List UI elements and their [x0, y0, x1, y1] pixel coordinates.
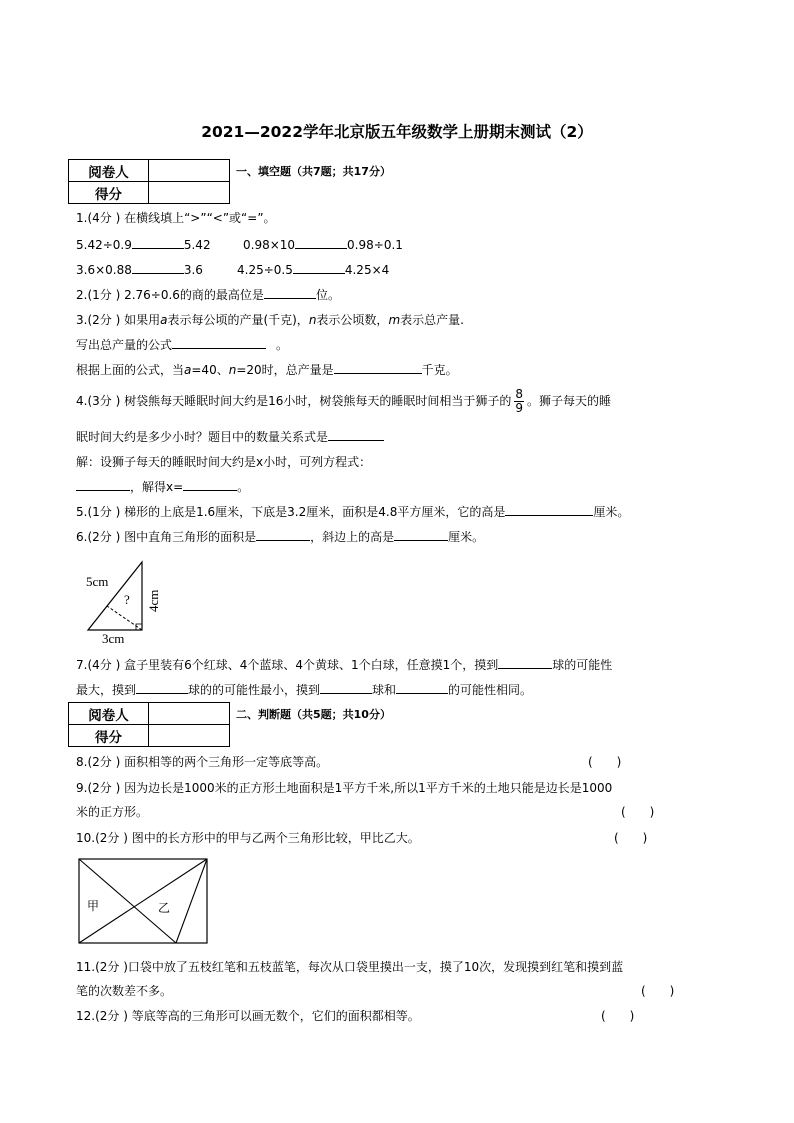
question-10: 10.(2分 ) 图中的长方形中的甲与乙两个三角形比较，甲比乙大。 — [76, 831, 420, 845]
q8-answer-parens[interactable]: ( ) — [588, 755, 622, 769]
q1d-left: 4.25÷0.5 — [237, 263, 293, 277]
score-table-2-score-label: 得分 — [69, 725, 149, 747]
label-yi: 乙 — [158, 901, 171, 915]
label-hypotenuse: 5cm — [86, 574, 109, 589]
question-6 — [76, 528, 484, 545]
q1d-right: 4.25×4 — [344, 263, 390, 277]
q3-total-blank[interactable] — [334, 361, 422, 374]
score-table-score-cell[interactable] — [149, 182, 230, 204]
q4-solve-label: ，解得x= — [130, 480, 184, 494]
question-1-row-1 — [76, 236, 211, 252]
q3-line3-b: =40、 — [191, 363, 229, 377]
question-4-line-3: 解：设狮子每天的睡眠时间大约是x小时，可列方程式： — [76, 455, 372, 469]
question-4-line-1 — [76, 388, 611, 415]
q4-line2-text: 眠时间大约是多少小时？题目中的数量关系式是 — [76, 430, 329, 444]
question-5 — [76, 503, 629, 520]
question-2 — [76, 286, 340, 303]
score-table-2-grader-label: 阅卷人 — [69, 703, 149, 725]
q5-post: 厘米。 — [593, 505, 630, 519]
q3-text-c: 表示公顷数， — [316, 313, 389, 327]
label-vertical-side: 4cm — [146, 589, 161, 612]
q1b-right: 0.98÷0.1 — [347, 238, 403, 252]
q1a-blank[interactable] — [132, 236, 184, 249]
q7-line2-d: 的可能性相同。 — [448, 683, 533, 697]
q3-var-m: m — [388, 313, 401, 327]
q7-line2-b: 球的的可能性最小，摸到 — [188, 683, 321, 697]
q3-line3-var-n: n — [228, 363, 237, 377]
score-table-1 — [68, 159, 230, 204]
q4-fraction-denominator: 9 — [515, 401, 523, 415]
q3-line3-post: 千克。 — [421, 363, 458, 377]
q6-text-a: 6.(2分 ) 图中直角三角形的面积是 — [76, 530, 257, 544]
q6-text-b: ，斜边上的高是 — [310, 530, 395, 544]
q4-text-a: 4.(3分 ) 树袋熊每天睡眠时间大约是16小时，树袋熊每天的睡眠时间相当于狮子的 — [76, 394, 512, 408]
q4-relation-blank[interactable] — [328, 428, 384, 441]
label-jia: 甲 — [87, 899, 100, 913]
q1c-right: 3.6 — [183, 263, 203, 277]
q7-text-b: 球的可能性 — [552, 658, 613, 672]
q12-answer-parens[interactable]: ( ) — [601, 1009, 635, 1023]
q2-blank[interactable] — [264, 286, 316, 299]
q4-line4-post: 。 — [237, 480, 250, 494]
score-table-score-label: 得分 — [69, 182, 149, 204]
q10-answer-parens[interactable]: ( ) — [614, 831, 648, 845]
score-table-2 — [68, 702, 230, 747]
q3-var-n: n — [308, 313, 317, 327]
q4-answer-blank[interactable] — [183, 478, 237, 491]
q7-line2-a: 最大，摸到 — [76, 683, 137, 697]
q4-fraction — [514, 388, 524, 415]
label-question-mark: ? — [124, 592, 130, 607]
q3-text-a: 3.(2分 ) 如果用 — [76, 313, 161, 327]
q4-fraction-numerator: 8 — [515, 387, 523, 401]
q11-answer-parens[interactable]: ( ) — [641, 984, 675, 998]
label-base: 3cm — [102, 631, 125, 646]
q1c-blank[interactable] — [132, 261, 184, 274]
question-3-line-3 — [76, 361, 458, 378]
question-11-line-2: 笔的次数差不多。 — [76, 984, 173, 998]
q3-var-a: a — [160, 313, 168, 327]
q1b-left: 0.98×10 — [243, 238, 296, 252]
q5-blank[interactable] — [505, 503, 593, 516]
q9-answer-parens[interactable]: ( ) — [621, 805, 655, 819]
q4-text-b: 。狮子每天的睡 — [527, 394, 612, 408]
right-triangle-figure — [82, 560, 172, 646]
q6-area-blank[interactable] — [256, 528, 310, 541]
q1a-left: 5.42÷0.9 — [76, 238, 132, 252]
question-1-row-2 — [76, 261, 203, 277]
q3-formula-blank[interactable] — [172, 336, 266, 349]
q1b-blank[interactable] — [295, 236, 347, 249]
question-4-line-2 — [76, 428, 384, 445]
q2-text: 2.(1分 ) 2.76÷0.6的商的最高位是 — [76, 288, 264, 302]
q7-least-likely-blank[interactable] — [136, 681, 188, 694]
q7-line2-c: 球和 — [372, 683, 397, 697]
q1a-right: 5.42 — [183, 238, 211, 252]
q4-equation-blank[interactable] — [76, 478, 130, 491]
height-dashed-line — [107, 606, 142, 630]
section-2-heading: 二、判断题（共5题；共10分） — [236, 708, 391, 721]
question-12: 12.(2分 ) 等底等高的三角形可以画无数个，它们的面积都相等。 — [76, 1009, 420, 1023]
question-3-line-2 — [76, 336, 288, 353]
question-9-line-1: 9.(2分 ) 因为边长是1000米的正方形土地面积是1平方千米,所以1平方千米的土地只能是边长是1000 — [76, 781, 613, 795]
triangle-outline — [88, 562, 142, 630]
q6-text-c: 厘米。 — [448, 530, 485, 544]
q1c-left: 3.6×0.88 — [76, 263, 132, 277]
q1d-blank[interactable] — [293, 261, 345, 274]
question-4-line-4 — [76, 478, 249, 495]
q7-same-blank-2[interactable] — [396, 681, 448, 694]
q3-line3-c: =20时，总产量是 — [236, 363, 334, 377]
page-title: 2021—2022学年北京版五年级数学上册期末测试（2） — [201, 123, 593, 141]
q5-text: 5.(1分 ) 梯形的上底是1.6厘米，下底是3.2厘米，面积是4.8平方厘米，它的高是 — [76, 505, 506, 519]
score-table-2-grader-cell[interactable] — [149, 703, 230, 725]
q3-formula-post: 。 — [276, 338, 289, 352]
q7-most-likely-blank[interactable] — [498, 656, 552, 669]
side-line — [176, 859, 207, 943]
q2-post: 位。 — [315, 288, 340, 302]
q3-text-d: 表示总产量. — [400, 313, 464, 327]
question-1-stem: 1.(4分 ) 在横线填上“>”“<”或“=”。 — [76, 211, 276, 225]
rectangle-triangles-figure — [78, 858, 210, 946]
q7-text-a: 7.(4分 ) 盒子里装有6个红球、4个蓝球、4个黄球、1个白球，任意摸1个，摸到 — [76, 658, 499, 672]
score-table-grader-label: 阅卷人 — [69, 160, 149, 182]
q7-same-blank-1[interactable] — [320, 681, 372, 694]
question-11-line-1: 11.(2分 )口袋中放了五枝红笔和五枝蓝笔，每次从口袋里摸出一支，摸了10次，发现摸到红笔和摸到蓝 — [76, 960, 624, 974]
question-7-line-1 — [76, 656, 612, 673]
section-1-heading: 一、填空题（共7题；共17分） — [236, 165, 391, 178]
score-table-grader-cell[interactable] — [149, 160, 230, 182]
q3-text-b: 表示每公顷的产量(千克)， — [167, 313, 309, 327]
question-3-line-1 — [76, 311, 464, 328]
q3-line3-var-a: a — [184, 363, 192, 377]
q3-line3-a: 根据上面的公式，当 — [76, 363, 185, 377]
q3-formula-label: 写出总产量的公式 — [76, 338, 173, 352]
question-9-line-2: 米的正方形。 — [76, 805, 149, 819]
score-table-2-score-cell[interactable] — [149, 725, 230, 747]
question-7-line-2 — [76, 681, 532, 698]
q6-height-blank[interactable] — [394, 528, 448, 541]
question-1-row-2b — [237, 261, 389, 277]
question-8: 8.(2分 ) 面积相等的两个三角形一定等底等高。 — [76, 755, 329, 769]
question-1-row-1b — [243, 236, 403, 252]
